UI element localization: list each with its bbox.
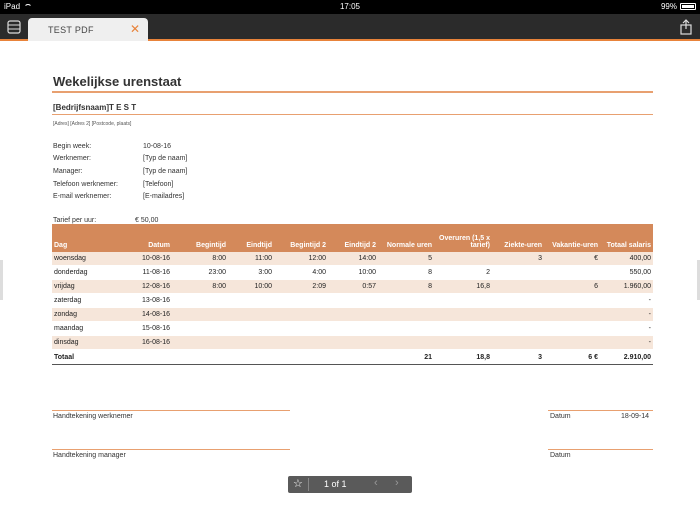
col-header: Eindtijd 2	[328, 224, 378, 252]
col-header: Eindtijd	[228, 224, 274, 252]
cell-eindtijd: 11:00	[228, 252, 274, 266]
cell-vakantie: €	[544, 252, 600, 266]
cell-begintijd: 8:00	[172, 280, 228, 294]
table-row	[52, 294, 653, 308]
cell-begintijd2: 2:09	[274, 280, 328, 294]
cell-vakantie	[544, 308, 600, 322]
table-row	[52, 280, 653, 294]
info-value: [Typ de naam]	[143, 155, 188, 162]
share-icon[interactable]	[677, 18, 695, 36]
cell-dag: dinsdag	[52, 336, 116, 350]
table-cell	[328, 350, 378, 365]
cell-dag: donderdag	[52, 266, 116, 280]
cell-vakantie	[544, 294, 600, 308]
col-header: Vakantie-uren	[544, 224, 600, 252]
cell-normale: 8	[378, 280, 434, 294]
table-cell	[228, 350, 274, 365]
cell-eindtijd2	[328, 308, 378, 322]
cell-eindtijd2: 0:57	[328, 280, 378, 294]
table-row	[52, 266, 653, 280]
next-page-icon[interactable]: ›	[395, 477, 399, 489]
table-cell	[172, 350, 228, 365]
cell-overuren	[434, 308, 492, 322]
battery-percent: 99%	[660, 2, 677, 11]
cell-dag: zondag	[52, 308, 116, 322]
cell-dag: woensdag	[52, 252, 116, 266]
cell-overuren	[434, 252, 492, 266]
cell-overuren	[434, 322, 492, 336]
cell-eindtijd: 10:00	[228, 280, 274, 294]
cell-normale: 8	[378, 266, 434, 280]
cell-begintijd2	[274, 336, 328, 350]
cell-vakantie	[544, 322, 600, 336]
cell-begintijd	[172, 336, 228, 350]
cell-begintijd2: 4:00	[274, 266, 328, 280]
cell-normale	[378, 308, 434, 322]
cell-eindtijd2: 14:00	[328, 252, 378, 266]
total-row	[52, 350, 653, 365]
cell-begintijd2	[274, 308, 328, 322]
pager-divider	[308, 478, 309, 491]
table-cell	[274, 350, 328, 365]
signature-line	[52, 410, 290, 411]
clock: 17:05	[339, 2, 361, 11]
tab-bar	[0, 14, 700, 41]
cell-eindtijd	[228, 336, 274, 350]
employee-signature-label: Handtekening werknemer	[53, 413, 133, 420]
cell-ziekte	[492, 294, 544, 308]
cell-datum: 10-08-16	[116, 252, 172, 266]
cell-ziekte	[492, 266, 544, 280]
cell-eindtijd2	[328, 336, 378, 350]
date-value: 18-09-14	[621, 413, 650, 420]
cell-normale	[378, 322, 434, 336]
cell-datum: 15-08-16	[116, 322, 172, 336]
date-label: Datum	[550, 452, 571, 459]
cell-vakantie	[544, 336, 600, 350]
info-value: 10-08-16	[143, 143, 172, 150]
cell-begintijd2	[274, 294, 328, 308]
cell-ziekte: 3	[492, 252, 544, 266]
cell-begintijd	[172, 322, 228, 336]
battery-icon	[680, 3, 696, 10]
cell-vakantie	[544, 266, 600, 280]
cell-eindtijd2	[328, 294, 378, 308]
cell-vakantie: 6	[544, 280, 600, 294]
cell-datum: 16-08-16	[116, 336, 172, 350]
cell-begintijd	[172, 308, 228, 322]
cell-datum: 14-08-16	[116, 308, 172, 322]
cell-dag: zaterdag	[52, 294, 116, 308]
cell-salaris: -	[600, 294, 653, 308]
cell-dag: maandag	[52, 322, 116, 336]
previous-page-icon[interactable]: ‹	[374, 477, 378, 489]
table-cell	[116, 350, 172, 365]
cell-eindtijd	[228, 322, 274, 336]
total-vakantie	[544, 350, 600, 365]
tab-test-pdf[interactable]	[28, 18, 148, 41]
total-vakantie-value: 6	[588, 353, 593, 361]
col-header: Overuren (1,5 x tarief)	[434, 224, 492, 252]
document-list-icon[interactable]	[5, 18, 23, 36]
status-bar	[0, 0, 700, 14]
manager-signature-label: Handtekening manager	[53, 452, 126, 459]
title-divider	[52, 91, 653, 93]
company-divider	[52, 114, 653, 115]
cell-salaris: -	[600, 322, 653, 336]
cell-begintijd2: 12:00	[274, 252, 328, 266]
tab-title: TEST PDF	[48, 25, 94, 35]
col-header: Ziekte-uren	[492, 224, 544, 252]
total-label: Totaal	[52, 350, 116, 365]
table-header-row	[52, 224, 653, 252]
info-label: Begin week:	[53, 143, 92, 150]
cell-begintijd2	[274, 322, 328, 336]
pdf-page[interactable]	[0, 41, 700, 525]
total-ziekte: 3	[492, 350, 544, 365]
cell-overuren	[434, 294, 492, 308]
info-value: [E-mailadres]	[143, 193, 185, 200]
total-normale: 21	[378, 350, 434, 365]
info-label: E-mail werknemer:	[53, 193, 112, 200]
signature-line	[52, 449, 290, 450]
col-header: Totaal salaris	[600, 224, 653, 252]
cell-overuren	[434, 336, 492, 350]
cell-ziekte	[492, 280, 544, 294]
cell-salaris: 400,00	[600, 252, 653, 266]
cell-normale	[378, 336, 434, 350]
cell-eindtijd	[228, 308, 274, 322]
hourly-rate-value: € 50,00	[135, 217, 159, 224]
table-row	[52, 336, 653, 350]
cell-overuren: 2	[434, 266, 492, 280]
page-navigator	[288, 476, 412, 493]
page-count: 1 of 1	[324, 479, 347, 489]
timesheet-table	[52, 224, 653, 365]
info-label: Telefoon werknemer:	[53, 181, 118, 188]
info-value: [Telefoon]	[143, 181, 174, 188]
col-header: Begintijd 2	[274, 224, 328, 252]
document-title: Wekelijkse urenstaat	[53, 74, 182, 89]
cell-dag: vrijdag	[52, 280, 116, 294]
cell-begintijd: 8:00	[172, 252, 228, 266]
cell-salaris: -	[600, 336, 653, 350]
cell-ziekte	[492, 322, 544, 336]
cell-salaris: 550,00	[600, 266, 653, 280]
info-label: Manager:	[53, 168, 83, 175]
col-header: Dag	[52, 224, 116, 252]
cell-begintijd	[172, 294, 228, 308]
table-row	[52, 252, 653, 266]
bookmark-star-icon[interactable]: ☆	[293, 478, 303, 490]
cell-datum: 13-08-16	[116, 294, 172, 308]
company-address: [Adres] [Adres 2] [Postcode, plaats]	[53, 121, 132, 127]
table-row	[52, 308, 653, 322]
cell-eindtijd	[228, 294, 274, 308]
cell-eindtijd2	[328, 322, 378, 336]
total-salaris: 2.910,00	[600, 350, 653, 365]
cell-ziekte	[492, 308, 544, 322]
table-row	[52, 322, 653, 336]
col-header: Normale uren	[378, 224, 434, 252]
date-line	[548, 410, 653, 411]
hourly-rate-label: Tarief per uur:	[53, 217, 97, 224]
company-name: [Bedrijfsnaam]T E S T	[53, 103, 137, 112]
info-label: Werknemer:	[53, 155, 91, 162]
cell-salaris: -	[600, 308, 653, 322]
cell-salaris: 1.960,00	[600, 280, 653, 294]
device-name: iPad	[4, 2, 21, 11]
cell-datum: 11-08-16	[116, 266, 172, 280]
date-label: Datum	[550, 413, 571, 420]
col-header: Datum	[116, 224, 172, 252]
date-line	[548, 449, 653, 450]
cell-normale	[378, 294, 434, 308]
left-page-edge	[0, 260, 3, 300]
close-icon[interactable]: ✕	[129, 22, 140, 36]
cell-eindtijd: 3:00	[228, 266, 274, 280]
cell-normale: 5	[378, 252, 434, 266]
total-overuren: 18,8	[434, 350, 492, 365]
col-header: Begintijd	[172, 224, 228, 252]
hourly-rate	[53, 217, 159, 224]
cell-datum: 12-08-16	[116, 280, 172, 294]
cell-ziekte	[492, 336, 544, 350]
cell-begintijd: 23:00	[172, 266, 228, 280]
cell-overuren: 16,8	[434, 280, 492, 294]
info-value: [Typ de naam]	[143, 168, 188, 175]
total-currency: €	[594, 353, 598, 361]
cell-eindtijd2: 10:00	[328, 266, 378, 280]
